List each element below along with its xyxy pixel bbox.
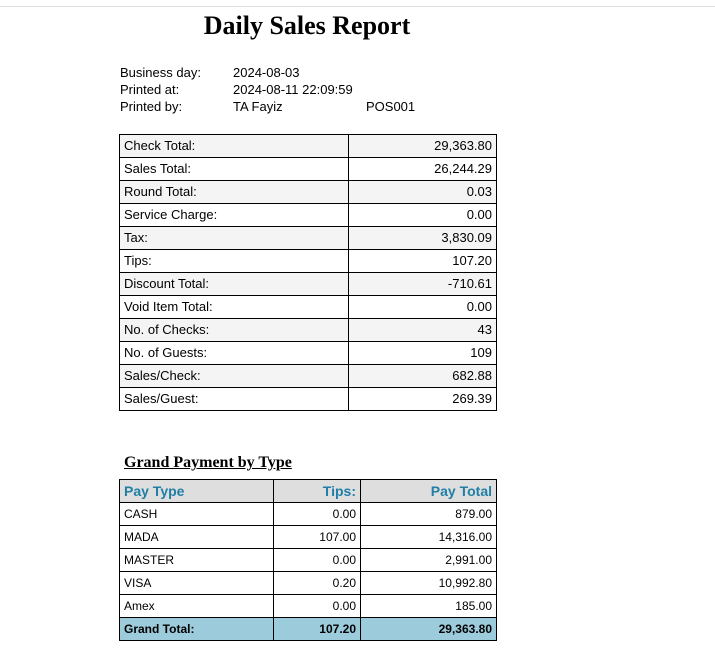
pay-total-cell: 185.00 — [361, 595, 497, 618]
pay-type-cell: VISA — [120, 572, 274, 595]
pay-type-cell: Amex — [120, 595, 274, 618]
summary-value: 107.20 — [349, 250, 497, 273]
table-row — [120, 135, 497, 158]
summary-value: 43 — [349, 319, 497, 342]
pay-type-cell: MASTER — [120, 549, 274, 572]
column-header-pay-type: Pay Type — [120, 480, 274, 503]
summary-label: Sales/Check: — [120, 365, 349, 388]
table-row — [120, 365, 497, 388]
summary-value: 0.00 — [349, 296, 497, 319]
top-divider — [0, 6, 715, 7]
terminal-id: POS001 — [366, 99, 416, 114]
table-row — [120, 319, 497, 342]
summary-label: Tax: — [120, 227, 349, 250]
report-title: Daily Sales Report — [203, 11, 411, 40]
table-row — [120, 296, 497, 319]
summary-label: Service Charge: — [120, 204, 349, 227]
summary-value: 26,244.29 — [349, 158, 497, 181]
business-day-value: 2024-08-03 — [233, 65, 300, 80]
summary-value: 269.39 — [349, 388, 497, 411]
pay-total-cell: 879.00 — [361, 503, 497, 526]
summary-label: No. of Checks: — [120, 319, 349, 342]
summary-value: 3,830.09 — [349, 227, 497, 250]
grand-total-tips: 107.20 — [274, 618, 361, 641]
column-header-pay-total: Pay Total — [361, 480, 497, 503]
grand-total-amount: 29,363.80 — [361, 618, 497, 641]
summary-label: Void Item Total: — [120, 296, 349, 319]
payment-section-title: Grand Payment by Type — [124, 454, 292, 471]
summary-label: Sales Total: — [120, 158, 349, 181]
tips-cell: 0.00 — [274, 549, 361, 572]
pay-total-cell: 14,316.00 — [361, 526, 497, 549]
table-row — [120, 342, 497, 365]
table-row — [120, 503, 497, 526]
printed-at-value: 2024-08-11 22:09:59 — [233, 82, 353, 97]
tips-cell: 0.00 — [274, 595, 361, 618]
table-row — [120, 526, 497, 549]
table-row — [120, 181, 497, 204]
table-row — [120, 572, 497, 595]
printed-by-value: TA Fayiz — [233, 99, 283, 114]
tips-cell: 0.20 — [274, 572, 361, 595]
summary-label: Discount Total: — [120, 273, 349, 296]
pay-type-cell: MADA — [120, 526, 274, 549]
summary-value: 29,363.80 — [349, 135, 497, 158]
summary-label: Check Total: — [120, 135, 349, 158]
grand-total-label: Grand Total: — [120, 618, 274, 641]
summary-label: Round Total: — [120, 181, 349, 204]
payment-table — [119, 479, 497, 641]
pay-total-cell: 2,991.00 — [361, 549, 497, 572]
summary-value: 0.00 — [349, 204, 497, 227]
summary-table — [119, 134, 497, 411]
tips-cell: 0.00 — [274, 503, 361, 526]
summary-label: No. of Guests: — [120, 342, 349, 365]
table-row — [120, 158, 497, 181]
business-day-label: Business day: — [120, 65, 201, 80]
summary-value: 682.88 — [349, 365, 497, 388]
table-row — [120, 273, 497, 296]
summary-label: Tips: — [120, 250, 349, 273]
table-row — [120, 595, 497, 618]
grand-total-row — [120, 618, 497, 641]
summary-value: 109 — [349, 342, 497, 365]
tips-cell: 107.00 — [274, 526, 361, 549]
table-row — [120, 549, 497, 572]
summary-label: Sales/Guest: — [120, 388, 349, 411]
printed-at-label: Printed at: — [120, 82, 180, 97]
table-row — [120, 204, 497, 227]
column-header-tips: Tips: — [274, 480, 361, 503]
table-row — [120, 250, 497, 273]
table-row — [120, 388, 497, 411]
pay-type-cell: CASH — [120, 503, 274, 526]
summary-value: -710.61 — [349, 273, 497, 296]
table-header-row — [120, 480, 497, 503]
table-row — [120, 227, 497, 250]
printed-by-label: Printed by: — [120, 99, 183, 114]
pay-total-cell: 10,992.80 — [361, 572, 497, 595]
summary-value: 0.03 — [349, 181, 497, 204]
